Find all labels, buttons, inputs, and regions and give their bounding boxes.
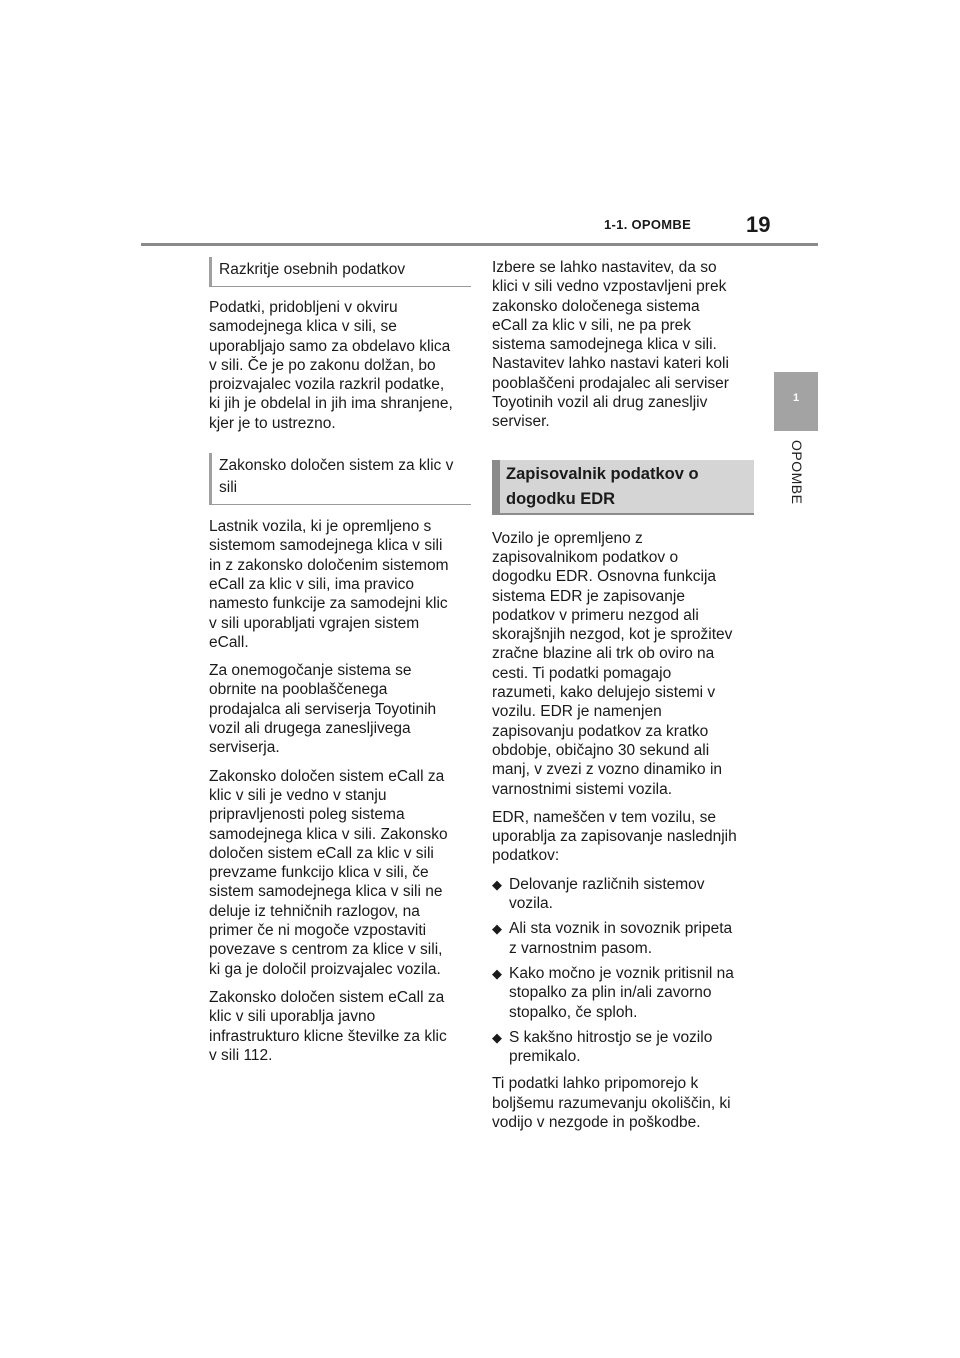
list-item	[492, 875, 754, 914]
header-rule	[141, 243, 818, 246]
left-column	[209, 258, 471, 1074]
header-section-title: 1-1. OPOMBE	[604, 217, 692, 232]
diamond-bullet-icon: ◆	[492, 921, 502, 937]
paragraph: EDR, nameščen v tem vozilu, se uporablja za zapisovanje naslednjih podatkov:	[492, 808, 737, 865]
list-item	[492, 1028, 754, 1067]
list-item-text: S kakšno hitrostjo se je vozilo premikalo.	[509, 1028, 713, 1066]
bullet-list	[492, 875, 754, 1067]
paragraph: Za onemogočanje sistema se obrnite na pooblaščenega prodajalca ali serviserja Toyotinih vozil ali drugega zanesljivega serviserja.	[209, 662, 437, 757]
section-heading-edr	[492, 460, 754, 515]
list-item-text: Kako močno je voznik pritisnil na stopalko za plin in/ali zavorno stopalko, če sploh.	[509, 964, 734, 1021]
diamond-bullet-icon: ◆	[492, 876, 502, 892]
paragraph: Podatki, pridobljeni v okviru samodejnega klica v sili, se uporabljajo samo za obdelavo klica v sili. Če je po zakonu dolžan, bo proizvajalec vozila razkril podatke, ki jih je obdelal in jih ima shranjene, kjer je to ustrezno.	[209, 299, 453, 432]
list-item-text: Ali sta voznik in sovoznik pripeta z varnostnim pasom.	[509, 920, 733, 957]
subheading-ecall-system	[209, 453, 471, 505]
paragraph: Ti podatki lahko pripomorejo k boljšemu razumevanju okoliščin, ki vodijo v nezgode in poškodbe.	[492, 1075, 731, 1131]
paragraph: Zakonsko določen sistem eCall za klic v sili je vedno v stanju pripravljenosti poleg sistema samodejnega klica v sili. Zakonsko določen sistem eCall za klic v sili prevzame funkcijo klica v sili, če sistem samodejnega klica v sili ne deluje iz tehničnih razlogov, na primer če ni mogoče vzpostaviti povezave s centrom za klice v sili, ki ga je določil proizvajalec vozila.	[209, 767, 448, 978]
subheading-text: Zakonsko določen sistem za klic v sili	[219, 457, 454, 497]
paragraph: Vozilo je opremljeno z zapisovalnikom podatkov o dogodku EDR. Osnovna funkcija sistema EDR je zapisovanje podatkov v primeru nezgod ali skorajšnjih nezgod, kot je sprožitev zračne blazine ali trk ob oviro na cesti. Ti podatki pomagajo razumeti, kako delujejo sistemi v vozilu. EDR je namenjen zapisovanju podatkov za kratko obdobje, običajno 30 sekund ali manj, v zvezi z vozno dinamiko in varnostnimi sistemi vozila.	[492, 529, 733, 798]
subheading-text: Razkritje osebnih podatkov	[219, 261, 406, 278]
section-heading-bar	[492, 460, 500, 513]
chapter-tab-number: 1	[792, 392, 800, 404]
chapter-tab	[774, 372, 818, 431]
paragraph: Zakonsko določen sistem eCall za klic v sili uporablja javno infrastrukturo klicne številke za klic v sili 112.	[209, 988, 447, 1064]
diamond-bullet-icon: ◆	[492, 1029, 502, 1045]
paragraph: Izbere se lahko nastavitev, da so klici v sili vedno vzpostavljeni prek zakonsko določenega sistema eCall za klic v sili, ne pa prek sistema samodejnega klica v sili. Nastavitev lahko nastavi kateri koli pooblaščeni prodajalec ali serviser Toyotinih vozil ali drug zanesljiv serviser.	[492, 259, 729, 431]
page-number: 19	[746, 212, 771, 237]
section-heading-text: Zapisovalnik podatkov o dogodku EDR	[506, 464, 699, 508]
list-item-text: Delovanje različnih sistemov vozila.	[509, 875, 705, 913]
subheading-personal-data	[209, 257, 471, 287]
paragraph: Lastnik vozila, ki je opremljeno s sistemom samodejnega klica v sili in z zakonsko določenim sistemom eCall za klic v sili, ima pravico namesto funkcije za samodejni klic v sili uporabljati vgrajen sistem eCall.	[209, 518, 449, 651]
chapter-side-label: OPOMBE	[789, 440, 805, 505]
list-item	[492, 964, 754, 1022]
right-column	[492, 258, 754, 1141]
list-item	[492, 919, 754, 958]
diamond-bullet-icon: ◆	[492, 965, 502, 981]
